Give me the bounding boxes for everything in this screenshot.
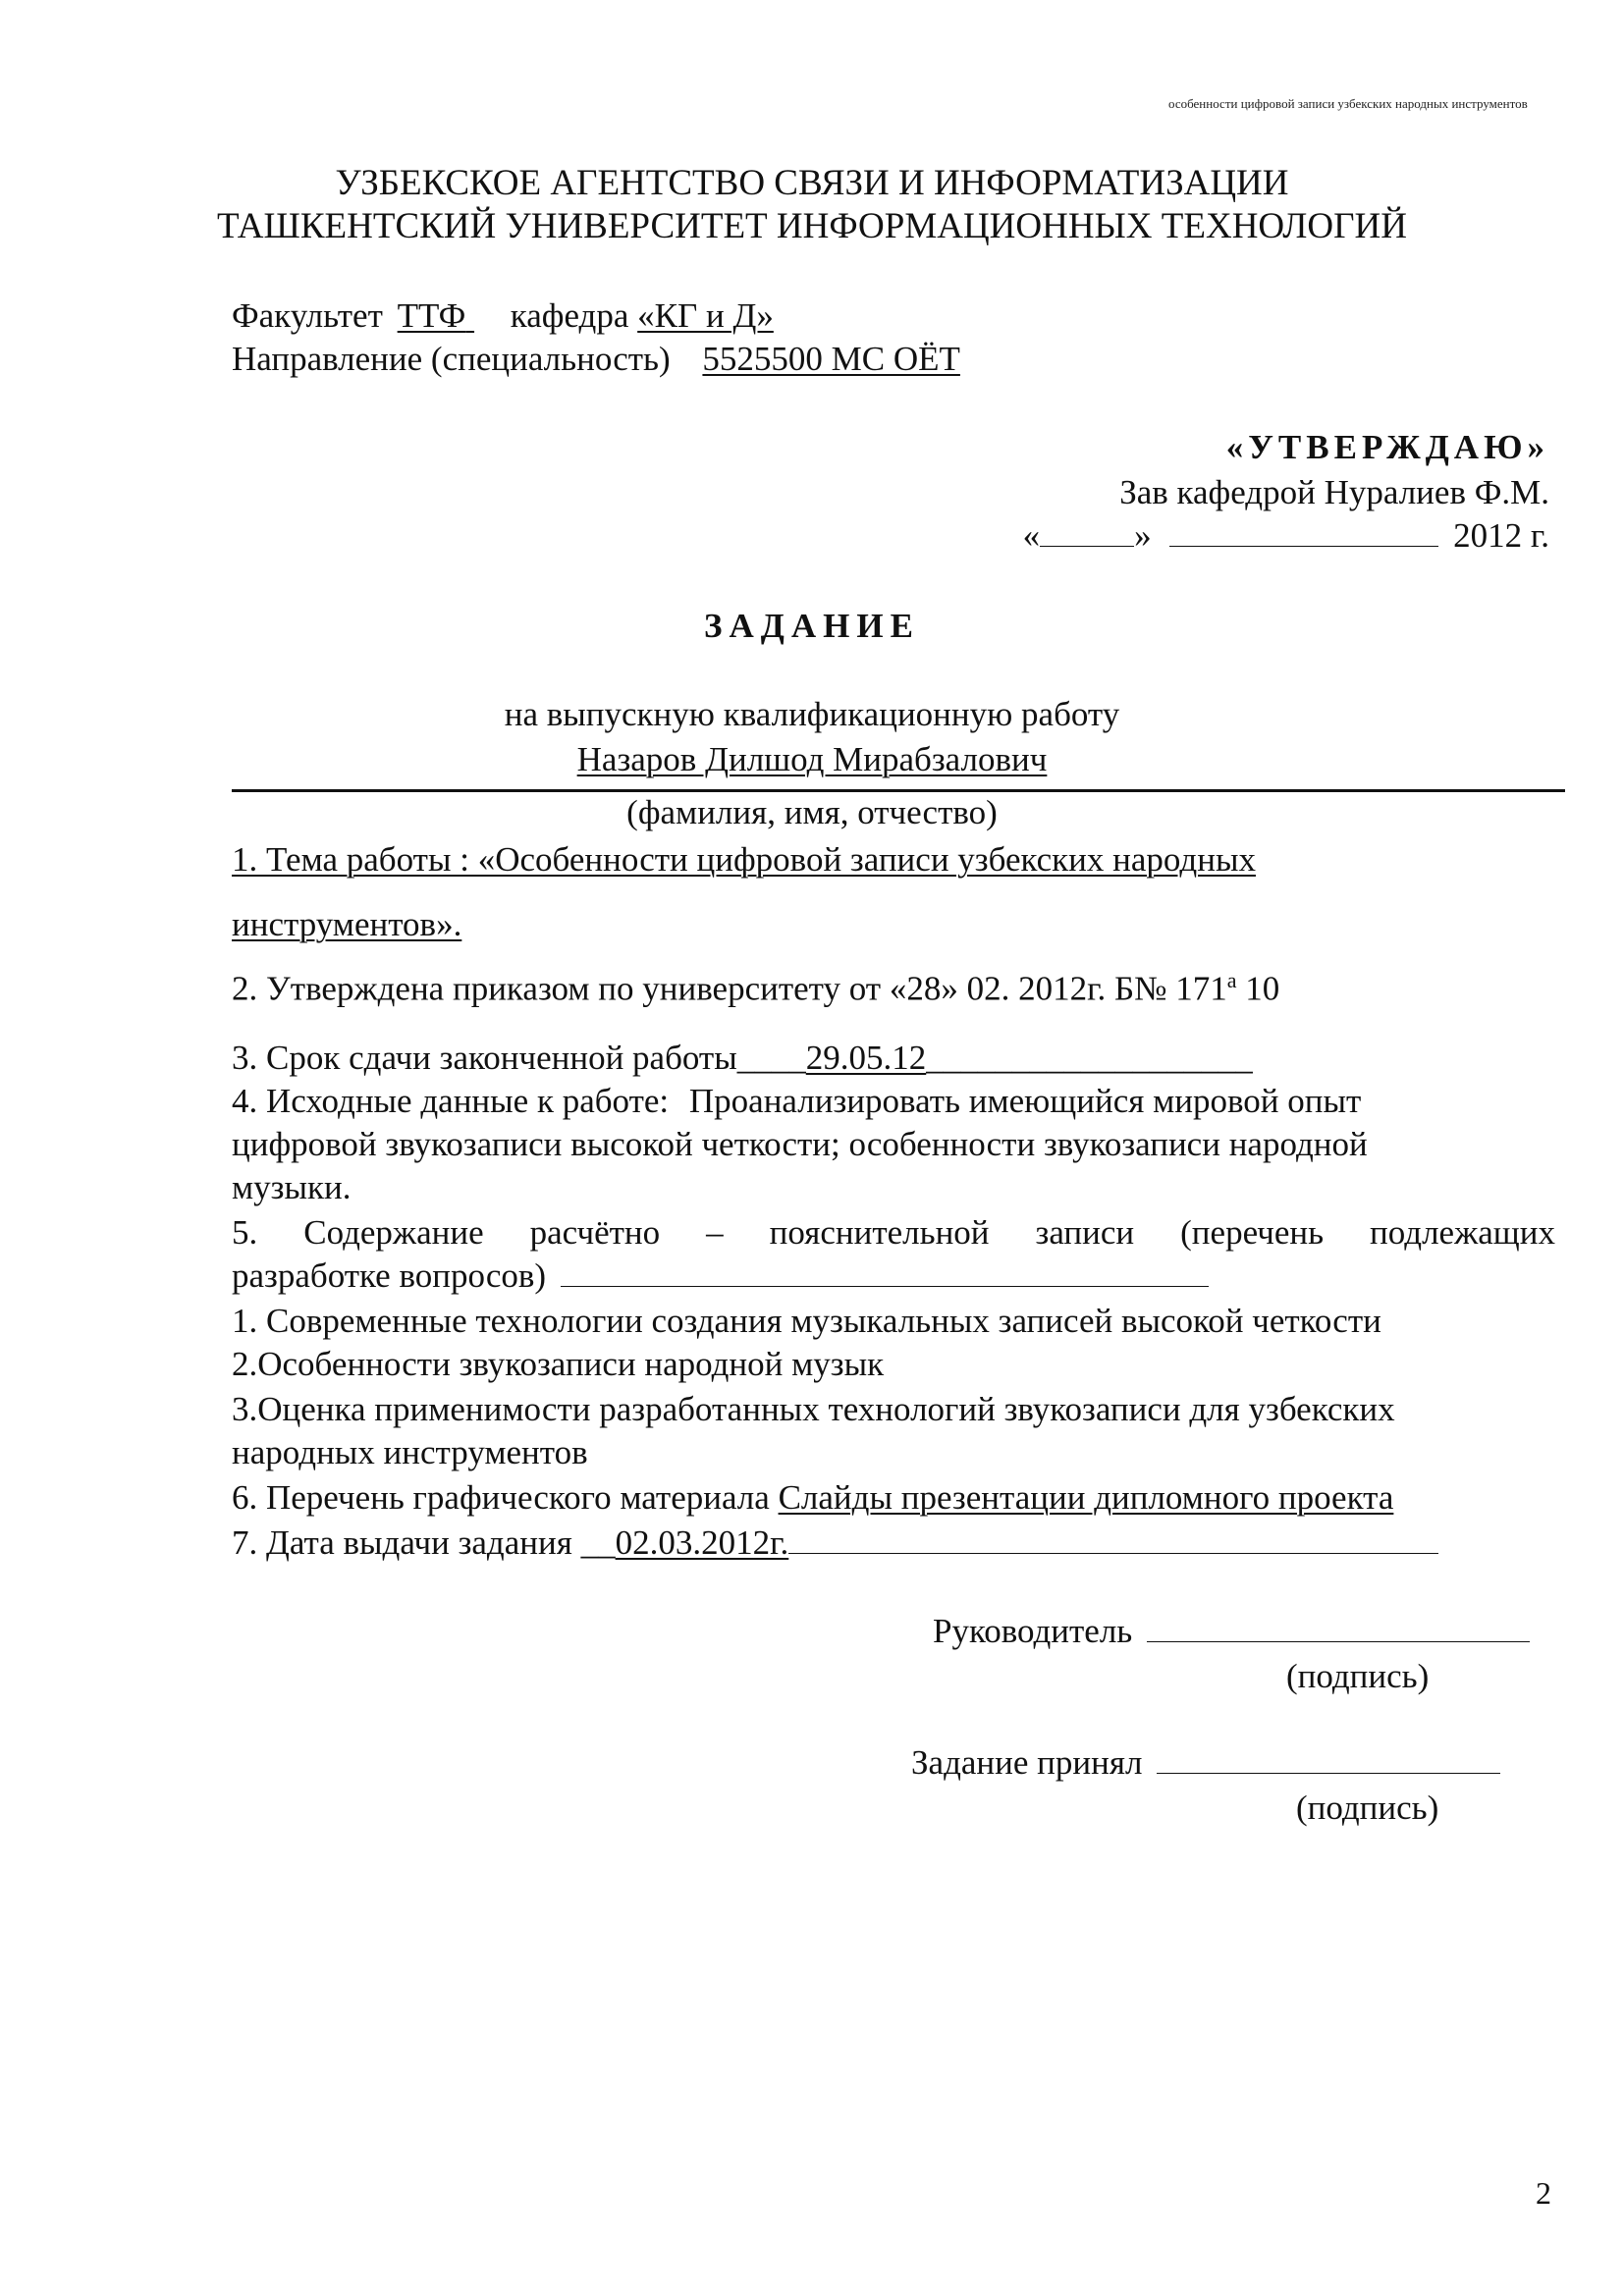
accepted-signature-blank (1157, 1745, 1500, 1774)
faculty-value: ТТФ (397, 296, 466, 335)
question-3-line-2: народных инструментов (232, 1433, 588, 1471)
task-title: ЗАДАНИЕ (704, 607, 920, 645)
accepted-caption: (подпись) (1296, 1789, 1439, 1827)
topic-line-2: инструментов». (232, 905, 462, 943)
accepted-line: Задание принял (911, 1743, 1500, 1783)
org-line-1: УЗБЕКСКОЕ АГЕНТСТВО СВЯЗИ И ИНФОРМАТИЗАЦИИ (335, 163, 1289, 203)
source-line-3: музыки. (232, 1168, 352, 1206)
supervisor-line: Руководитель (933, 1612, 1530, 1651)
org-line-2: ТАШКЕНТСКИЙ УНИВЕРСИТЕТ ИНФОРМАЦИОННЫХ ТЕХНОЛОГИЙ (217, 206, 1407, 246)
graphics-value: Слайды презентации дипломного проекта (778, 1478, 1394, 1517)
date-quote-close: » (1134, 516, 1152, 555)
approval-date-line (1023, 516, 1549, 556)
fio-caption: (фамилия, имя, отчество) (626, 793, 998, 831)
source-line-1: 4. Исходные данные к работе: Проанализировать имеющийся мировой опыт (232, 1082, 1362, 1120)
supervisor-caption: (подпись) (1286, 1657, 1430, 1695)
day-blank (1040, 518, 1134, 547)
order-line: 2. Утверждена приказом по университету от «28» 02. 2012г. Б№ $171^а$ 10 (232, 968, 1280, 1008)
student-name: Назаров Дилшод Мирабзалович (576, 740, 1048, 778)
issue-date-line: 7. Дата выдачи задания __02.03.2012г. (232, 1523, 1438, 1563)
department-value: «КГ и Д» (637, 296, 774, 335)
page-number: 2 (1536, 2175, 1551, 2211)
deadline-label: 3. Срок сдачи законченной работы (232, 1039, 737, 1077)
content-line-2: разработке вопросов) (232, 1256, 1209, 1296)
date-quote-open: « (1022, 516, 1041, 555)
deadline-value: 29.05.12 (805, 1039, 927, 1077)
task-subtitle: на выпускную квалификационную работу (504, 695, 1120, 733)
faculty-label: Факультет (232, 296, 383, 335)
department-label: кафедра (510, 296, 629, 335)
source-line-2: цифровой звукозаписи высокой четкости; особенности звукозаписи народной (232, 1125, 1368, 1163)
direction-line (232, 340, 960, 379)
approval-title: «УТВЕРЖДАЮ» (1225, 428, 1549, 466)
supervisor-signature-blank (1147, 1614, 1530, 1642)
question-3-line-1: 3.Оценка применимости разработанных технологий звукозаписи для узбекских (232, 1390, 1395, 1428)
name-underline (232, 789, 1565, 792)
deadline-line: 3. Срок сдачи законченной работы____29.05.12___________________ (232, 1039, 1253, 1077)
direction-label: Направление (специальность) (232, 340, 671, 378)
faculty-line (232, 296, 774, 336)
content-line-1: 5. Содержание расчётно – пояснительной записи (перечень подлежащих (232, 1213, 1555, 1252)
graphics-line: 6. Перечень графического материала Слайды презентации дипломного проекта (232, 1478, 1394, 1517)
month-blank (1169, 518, 1438, 547)
direction-value: 5525500 МС ОЁТ (702, 340, 960, 378)
running-header: особенности цифровой записи узбекских народных инструментов (1168, 96, 1528, 111)
issue-blank (788, 1525, 1438, 1554)
question-2: 2.Особенности звукозаписи народной музык (232, 1345, 885, 1383)
approval-head: Зав кафедрой Нуралиев Ф.М. (1119, 473, 1549, 511)
topic-line-1: 1. Тема работы : «Особенности цифровой записи узбекских народных (232, 840, 1256, 879)
content-blank (561, 1258, 1209, 1287)
question-1: 1. Современные технологии создания музыкальных записей высокой четкости (232, 1302, 1381, 1340)
approval-year: 2012 г. (1453, 516, 1549, 555)
issue-date-value: 02.03.2012г. (615, 1523, 789, 1562)
